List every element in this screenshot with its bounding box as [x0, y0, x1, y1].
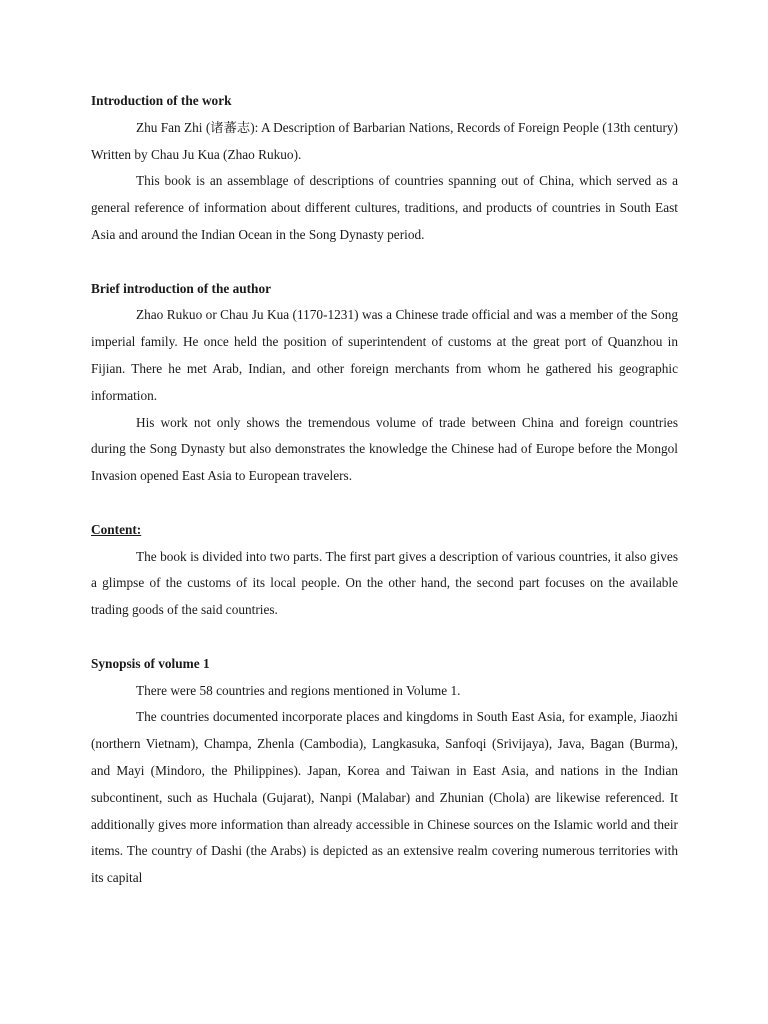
section-heading-author: Brief introduction of the author: [91, 280, 271, 296]
paragraph-work-title: Zhu Fan Zhi (诸蕃志): A Description of Barbarian Nations, Records of Foreign People (13th century) Written by Chau Ju Kua (Zhao Rukuo).: [91, 119, 678, 162]
section-spacer: [91, 249, 678, 276]
document-page: [91, 88, 678, 892]
paragraph-author-bio: Zhao Rukuo or Chau Ju Kua (1170-1231) was a Chinese trade official and was a member of the Song imperial family. He once held the position of superintendent of customs at the great port of Quanzhou in Fijian. There he met Arab, Indian, and other foreign merchants from whom he gathered his geographic information.: [91, 307, 678, 403]
paragraph-countries-documented: The countries documented incorporate places and kingdoms in South East Asia, for example, Jiaozhi (northern Vietnam), Champa, Zhenla (Cambodia), Langkasuka, Sanfoqi (Srivijaya), Java, Bagan (Burma), and Mayi (Mindoro, the Philippines). Japan, Korea and Taiwan in East Asia, and nations in the Indian subcontinent, such as Huchala (Gujarat), Nanpi (Malabar) and Zhunian (Chola) are likewise referenced. It additionally gives more information than already accessible in Chinese sources on the Islamic world and their items. The country of Dashi (the Arabs) is depicted as an extensive realm covering numerous territories with its capital: [91, 709, 678, 886]
paragraph-author-work: His work not only shows the tremendous volume of trade between China and foreign countries during the Song Dynasty but also demonstrates the knowledge the Chinese had of Europe before the Mongol Invasion opened East Asia to European travelers.: [91, 414, 678, 484]
section-heading-introduction: Introduction of the work: [91, 93, 232, 108]
section-heading-content: Content:: [91, 521, 142, 537]
paragraph-country-count: There were 58 countries and regions mentioned in Volume 1.: [136, 682, 461, 698]
section-spacer: [91, 624, 678, 651]
section-spacer: [91, 490, 678, 517]
paragraph-book-description: This book is an assemblage of descriptions of countries spanning out of China, which served as a general reference of information about different cultures, traditions, and products of countries in South East Asia and around the Indian Ocean in the Song Dynasty period.: [91, 173, 678, 242]
section-heading-synopsis: Synopsis of volume 1: [91, 655, 210, 671]
paragraph-content: The book is divided into two parts. The first part gives a description of various countries, it also gives a glimpse of the customs of its local people. On the other hand, the second part focuses on the available trading goods of the said countries.: [91, 548, 678, 618]
